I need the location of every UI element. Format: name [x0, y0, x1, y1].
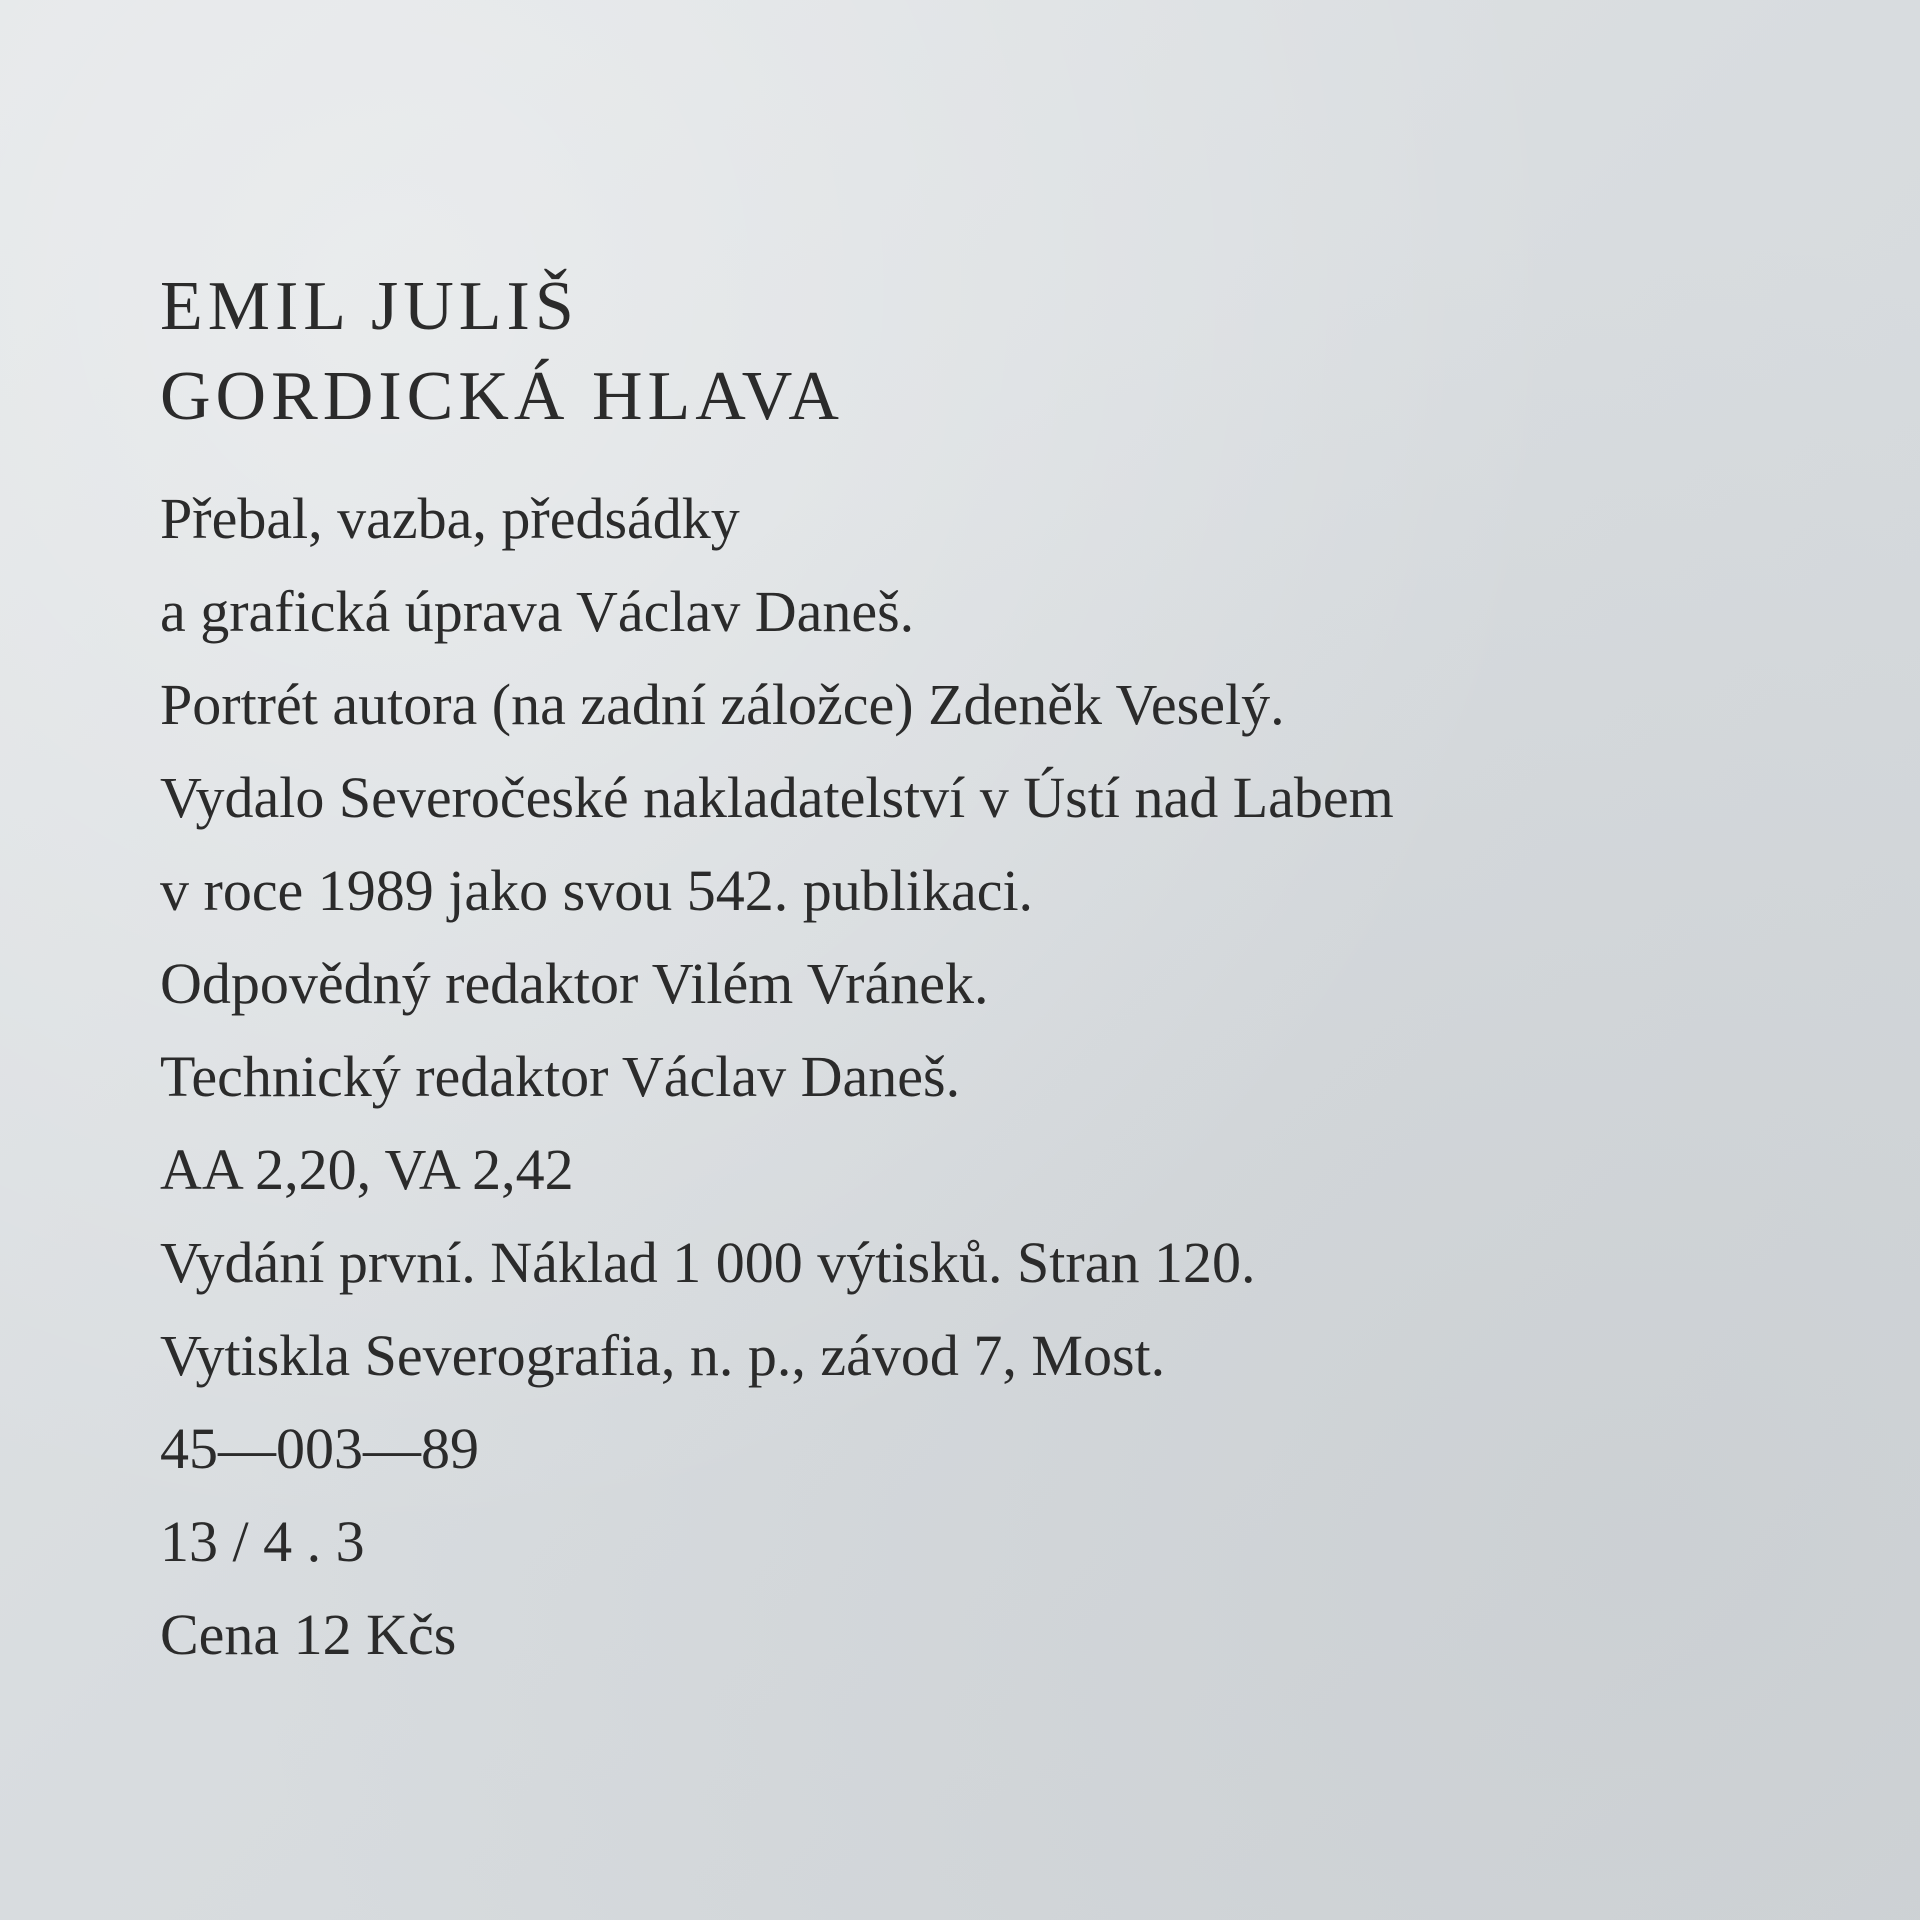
imprint-line-year: v roce 1989 jako svou 542. publikaci.	[160, 858, 1034, 923]
imprint-line-graphic-design: a grafická úprava Václav Daneš.	[160, 579, 915, 644]
imprint-line-price: Cena 12 Kčs	[160, 1602, 457, 1667]
imprint-line-classification: 13 / 4 . 3	[160, 1509, 365, 1574]
imprint-line-publisher: Vydalo Severočeské nakladatelství v Ústí nad Labem	[160, 765, 1394, 830]
book-title: GORDICKÁ HLAVA	[160, 358, 844, 435]
colophon	[160, 262, 1860, 1681]
imprint-line-code: 45—003—89	[160, 1416, 479, 1481]
imprint-line-portrait: Portrét autora (na zadní záložce) Zdeněk Veselý.	[160, 672, 1285, 737]
imprint-line-cover-design: Přebal, vazba, předsádky	[160, 486, 740, 551]
imprint-line-editor: Odpovědný redaktor Vilém Vránek.	[160, 951, 989, 1016]
imprint-line-sheets: AA 2,20, VA 2,42	[160, 1137, 574, 1202]
imprint-line-printer: Vytiskla Severografia, n. p., závod 7, Most.	[160, 1323, 1166, 1388]
imprint-line-technical-editor: Technický redaktor Václav Daneš.	[160, 1044, 961, 1109]
author-name: EMIL JULIŠ	[160, 268, 579, 345]
imprint-line-edition: Vydání první. Náklad 1 000 výtisků. Stran 120.	[160, 1230, 1256, 1295]
